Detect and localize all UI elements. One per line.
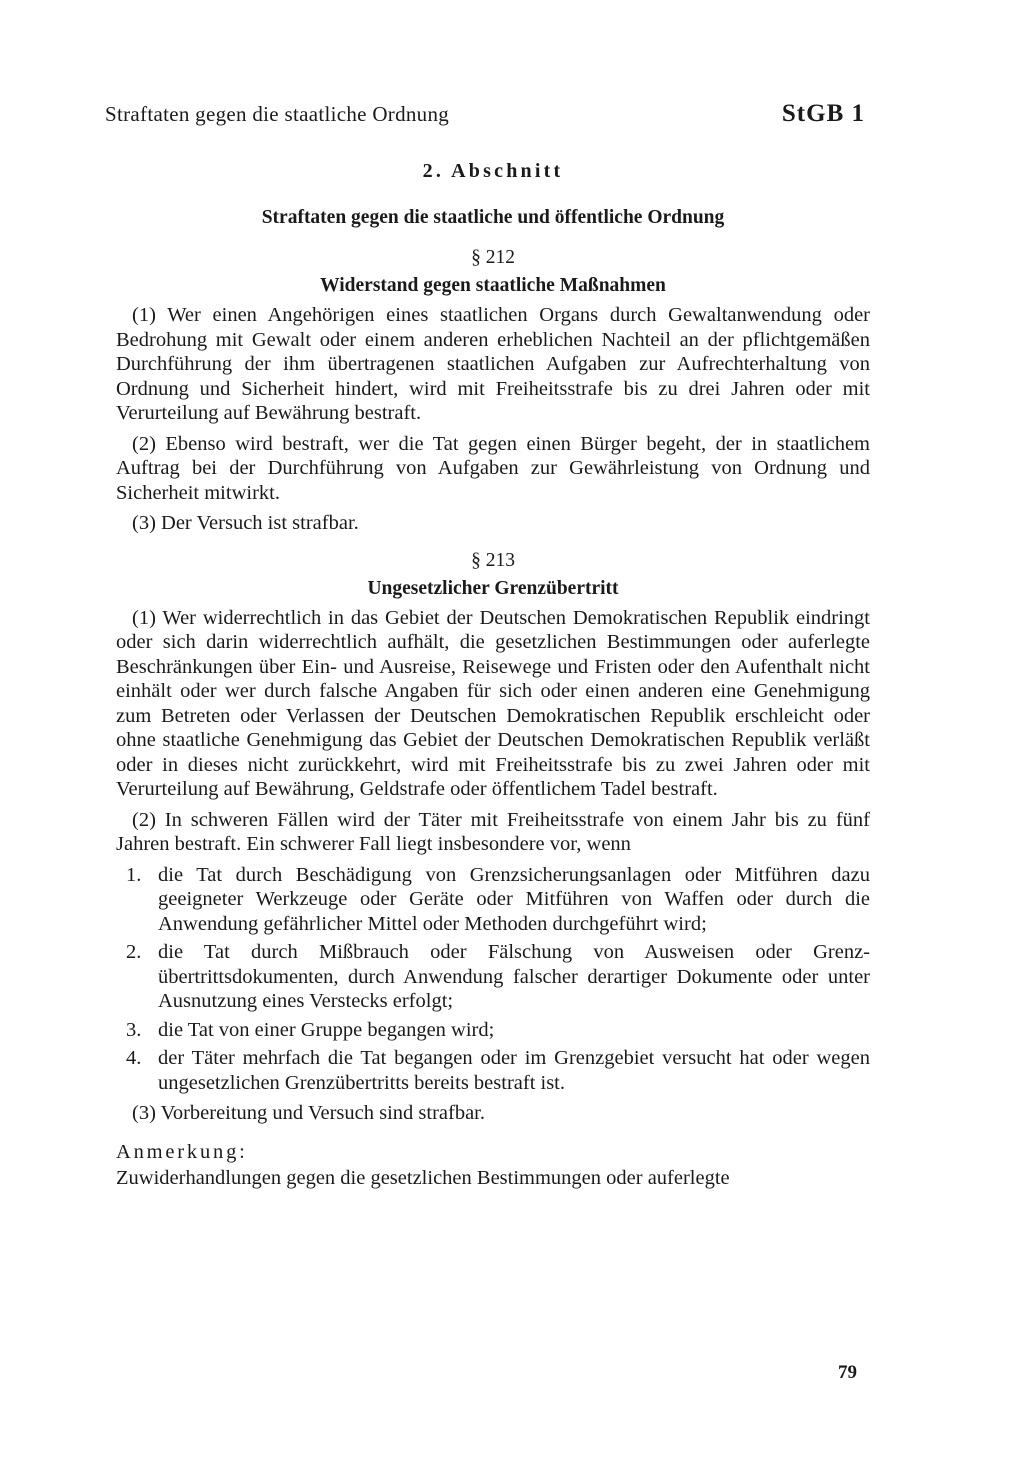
running-header-code: StGB 1 — [781, 100, 865, 127]
page-body — [116, 160, 870, 1190]
section-213 — [116, 550, 870, 1126]
section-number: § 212 — [471, 247, 515, 268]
paragraph: (1) Wer einen Angehörigen eines staatlichen Organs durch Gewaltanwendung oder Bedrohung mit Gewalt oder einem anderen erheblichen Nachteil an der pflichtgemäßen Durchführung der ihm übertragenen staatlichen Aufgaben zur Aufrechterhaltung von Ordnung und Sicherheit hindert, wird mit Freiheitsstrafe bis zu drei Jahren oder mit Verurteilung auf Bewährung bestraft. — [116, 304, 870, 424]
list-item — [116, 1046, 870, 1095]
list-item — [116, 940, 870, 1014]
page-number: 79 — [838, 1362, 857, 1383]
paragraph: (2) Ebenso wird bestraft, wer die Tat gegen einen Bürger begeht, der in staatlichem Auftrag bei der Durchführung von Aufgaben zur Gewährleistung von Ordnung und Sicherheit mitwirkt. — [116, 432, 870, 504]
division-label: 2. Abschnitt — [422, 160, 564, 182]
list-item-text: die Tat durch Mißbrauch oder Fälschung von Ausweisen oder Grenzübertrittsdokumenten, durch Anwendung falscher derartiger Dokumente oder unter Ausnutzung eines Verstecks erfolgt; — [158, 941, 870, 1012]
list-item-text: die Tat durch Beschädigung von Grenzsicherungsanlagen oder Mitführen dazu geeigneter Werkzeuge oder Geräte oder Mitführen von Waffen oder durch die Anwendung gefährlicher Mittel oder Methoden durchgeführt wird; — [158, 863, 870, 935]
list-item-number: 1. — [126, 863, 142, 886]
list-item-text: der Täter mehrfach die Tat begangen oder im Grenzgebiet versucht hat oder wegen ungesetzlichen Grenzübertritts bereits bestraft ist. — [158, 1047, 870, 1094]
paragraph: (3) Der Versuch ist strafbar. — [132, 512, 359, 534]
paragraph: (1) Wer widerrechtlich in das Gebiet der Deutschen Demokratischen Republik eindringt oder sich darin widerrechtlich aufhält, die gesetzlichen Bestimmungen oder auferlegte Beschränkungen über Ein- und Ausreise, Reisewege und Fristen oder den Aufenthalt nicht einhält oder wer durch falsche Angaben für sich oder einen anderen eine Genehmigung zum Betreten oder Verlassen der Deutschen Demokratischen Republik erschleicht oder ohne staatliche Genehmigung das Gebiet der Deutschen Demokratischen Republik verläßt oder in dieses nicht zurückkehrt, wird mit Freiheitsstrafe bis zu zwei Jahren oder mit Verurteilung auf Bewährung, Geldstrafe oder öffentlichem Tadel bestraft. — [116, 606, 870, 800]
list-item-text: die Tat von einer Gruppe begangen wird; — [158, 1018, 495, 1041]
paragraph: (2) In schweren Fällen wird der Täter mit Freiheitsstrafe von einem Jahr bis zu fünf Jahren bestraft. Ein schwerer Fall liegt insbesondere vor, wenn — [116, 808, 870, 855]
running-header — [105, 100, 865, 134]
aggravating-cases-list — [116, 863, 870, 1096]
list-item-number: 4. — [126, 1047, 142, 1069]
division-title: Straftaten gegen die staatliche und öffentliche Ordnung — [261, 207, 725, 228]
running-header-title: Straftaten gegen die staatliche Ordnung — [105, 102, 450, 126]
list-item — [116, 863, 870, 937]
section-title: Ungesetzlicher Grenzübertritt — [367, 577, 619, 599]
note-text: Zuwiderhandlungen gegen die gesetzlichen Bestimmungen oder auferlegte — [116, 1166, 730, 1189]
list-item — [116, 1018, 870, 1043]
section-212 — [116, 247, 870, 536]
list-item-number: 3. — [126, 1018, 142, 1041]
paragraph: (3) Vorbereitung und Versuch sind strafbar. — [132, 1102, 485, 1124]
section-number: § 213 — [471, 549, 515, 571]
note-label: Anmerkung: — [116, 1140, 248, 1163]
list-item-number: 2. — [126, 941, 142, 963]
section-title: Widerstand gegen staatliche Maßnahmen — [320, 275, 666, 296]
